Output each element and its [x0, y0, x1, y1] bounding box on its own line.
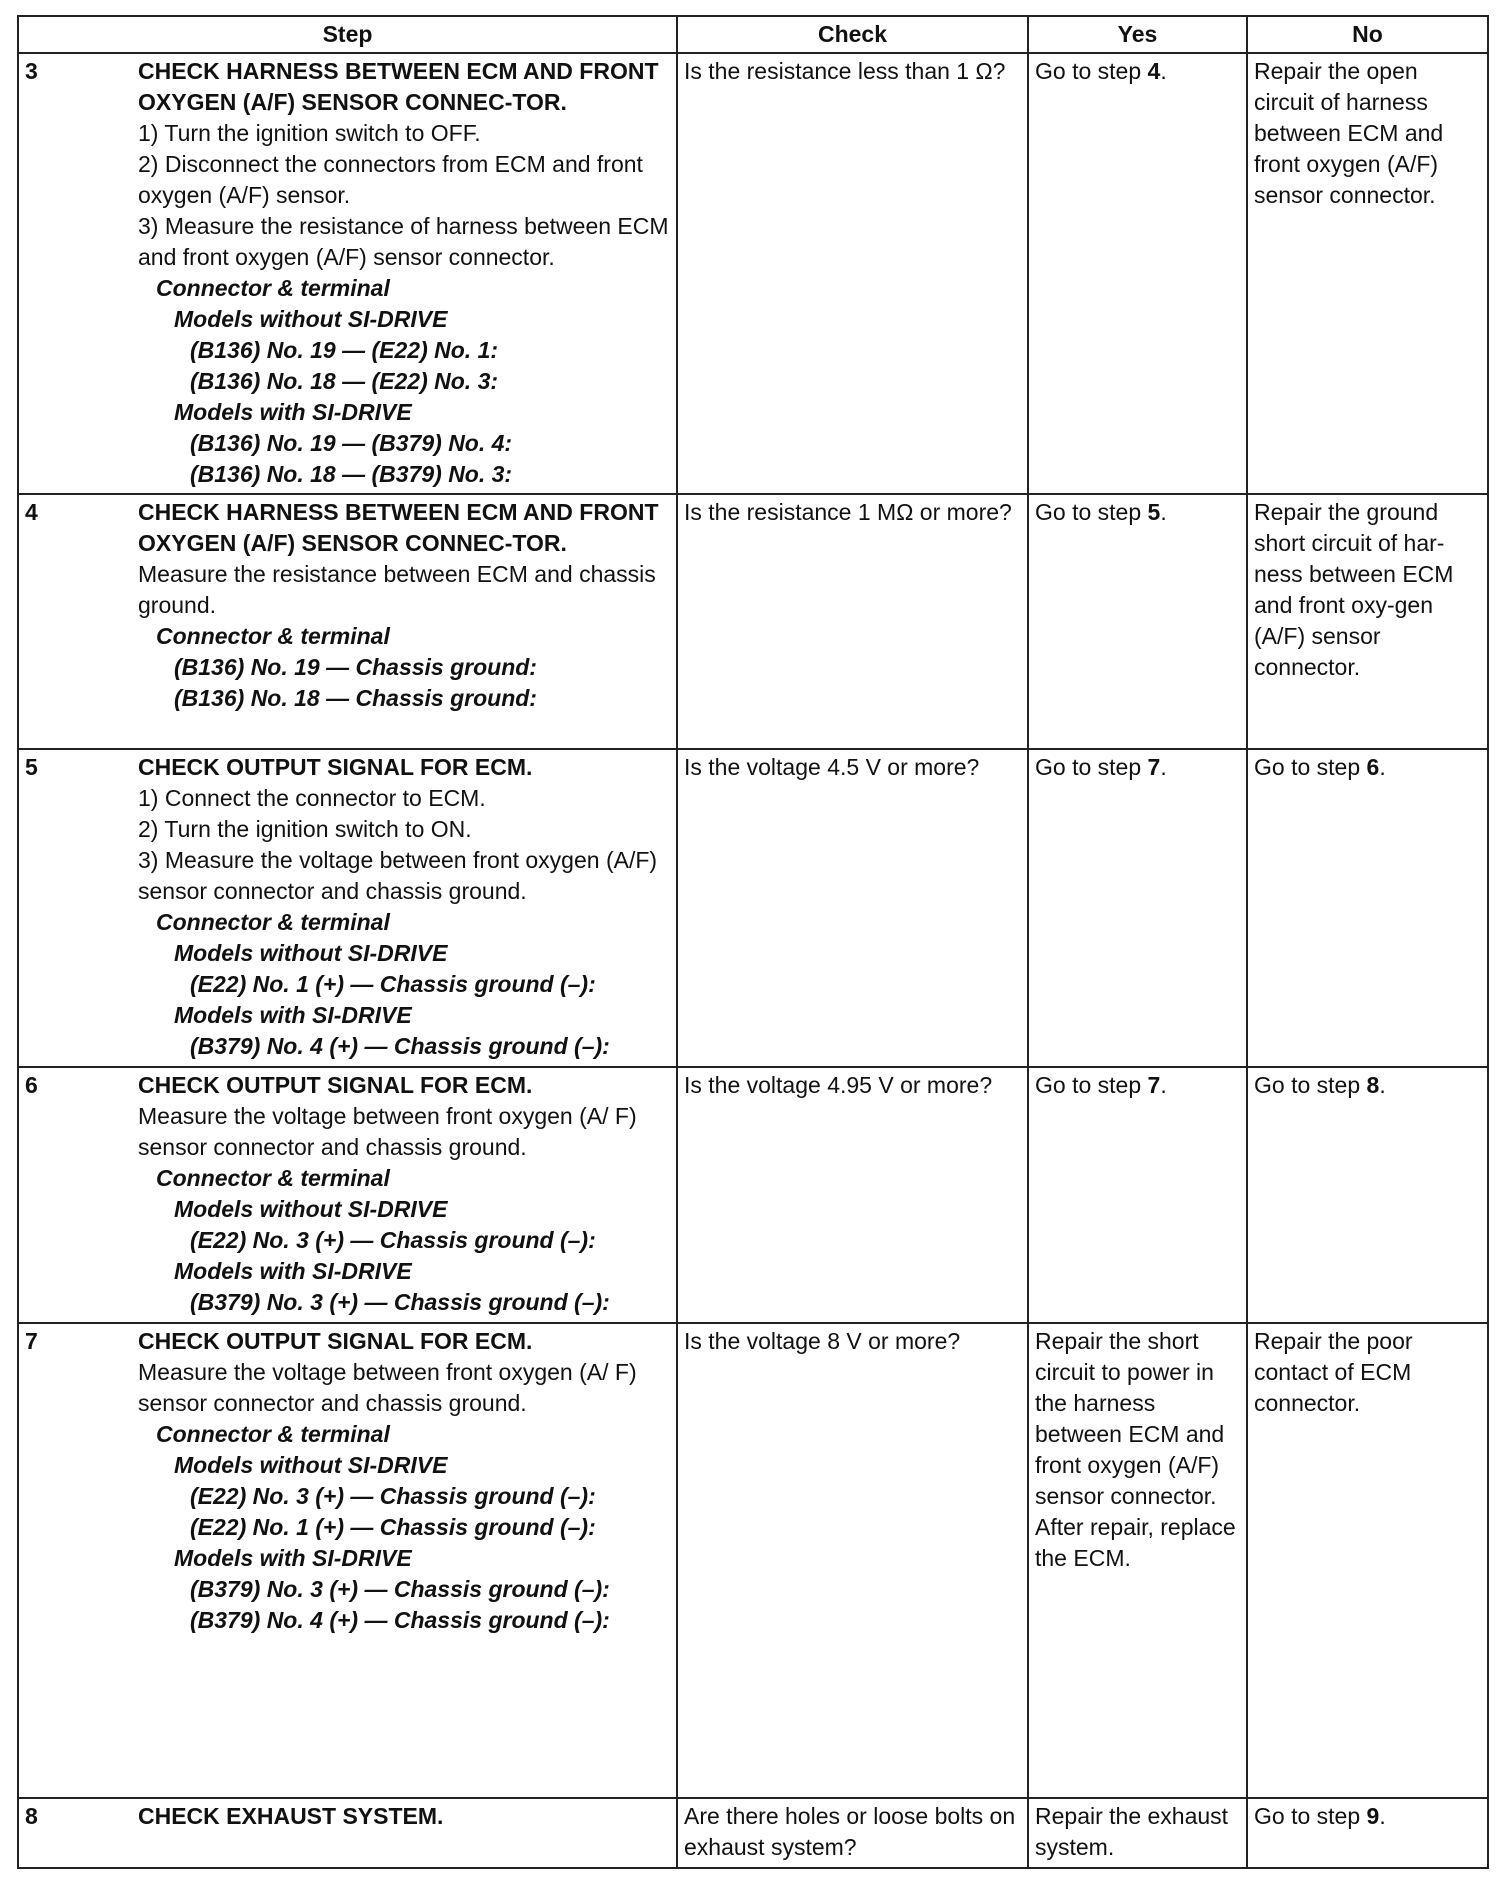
connector-terminal-label: Connector & terminal: [156, 1165, 390, 1191]
terminal-item: (B379) No. 3 (+) — Chassis ground (–):: [190, 1289, 610, 1315]
connector-terminal-label: Connector & terminal: [156, 275, 390, 301]
step-cell: [18, 494, 677, 749]
check-cell: Is the resistance less than 1 Ω?: [677, 53, 1028, 494]
check-cell: Is the voltage 8 V or more?: [677, 1323, 1028, 1798]
model-group-label: Models with SI-DRIVE: [174, 399, 412, 425]
step-cell: [18, 1323, 677, 1798]
instruction: 1) Connect the connector to ECM.: [138, 785, 486, 811]
yes-cell: [1028, 749, 1247, 1067]
instruction: Measure the resistance between ECM and chassis ground.: [138, 561, 656, 618]
no-cell: Repair the ground short circuit of har-ness between ECM and front oxy-gen (A/F) sensor connector.: [1247, 494, 1488, 749]
no-step-number: 9: [1366, 1803, 1380, 1829]
step-title: CHECK OUTPUT SIGNAL FOR ECM.: [138, 754, 533, 780]
yes-step-number: 4: [1147, 58, 1161, 84]
no-step-number: 8: [1366, 1072, 1380, 1098]
step-title: CHECK EXHAUST SYSTEM.: [138, 1803, 444, 1829]
model-group-label: Models without SI-DRIVE: [174, 1196, 448, 1222]
terminal-item: (E22) No. 1 (+) — Chassis ground (–):: [190, 1514, 596, 1540]
yes-step-number: 7: [1147, 1072, 1161, 1098]
header-no: No: [1247, 16, 1488, 53]
yes-cell: [1028, 494, 1247, 749]
step-cell: [18, 53, 677, 494]
check-cell: Is the resistance 1 MΩ or more?: [677, 494, 1028, 749]
terminal-item: (E22) No. 3 (+) — Chassis ground (–):: [190, 1227, 596, 1253]
step-number: 3: [25, 58, 38, 84]
header-step: Step: [18, 16, 677, 53]
yes-prefix: Go to step: [1035, 754, 1148, 780]
instruction: Measure the voltage between front oxygen (A/ F) sensor connector and chassis ground.: [138, 1103, 637, 1160]
terminal-item: (B379) No. 4 (+) — Chassis ground (–):: [190, 1033, 610, 1059]
yes-cell: Repair the short circuit to power in the harness between ECM and front oxygen (A/F) sensor connector. After repair, replace the ECM.: [1028, 1323, 1247, 1798]
step-number: 5: [25, 754, 38, 780]
no-cell: [1247, 1067, 1488, 1323]
step-cell: [18, 1067, 677, 1323]
connector-terminal-label: Connector & terminal: [156, 623, 390, 649]
yes-step-number: 7: [1147, 754, 1161, 780]
model-group-label: Models with SI-DRIVE: [174, 1545, 412, 1571]
terminal-item: (E22) No. 1 (+) — Chassis ground (–):: [190, 971, 596, 997]
yes-prefix: Go to step: [1035, 1072, 1148, 1098]
instruction: 1) Turn the ignition switch to OFF.: [138, 120, 481, 146]
no-cell: Repair the open circuit of harness between ECM and front oxygen (A/F) sensor connector.: [1247, 53, 1488, 494]
no-prefix: Go to step: [1254, 754, 1367, 780]
yes-prefix: Go to step: [1035, 58, 1148, 84]
no-suffix: .: [1379, 1072, 1386, 1098]
model-group-label: Models without SI-DRIVE: [174, 1452, 448, 1478]
instruction: 3) Measure the voltage between front oxygen (A/F) sensor connector and chassis ground.: [138, 847, 658, 904]
yes-cell: [1028, 53, 1247, 494]
header-check: Check: [677, 16, 1028, 53]
no-suffix: .: [1379, 754, 1386, 780]
terminal-item: (B379) No. 4 (+) — Chassis ground (–):: [190, 1607, 610, 1633]
connector-terminal-label: Connector & terminal: [156, 1421, 390, 1447]
model-group-label: Models with SI-DRIVE: [174, 1258, 412, 1284]
terminal-item: (B136) No. 19 — Chassis ground:: [174, 654, 537, 680]
step-number: 7: [25, 1328, 38, 1354]
yes-suffix: .: [1160, 754, 1167, 780]
terminal-item: (B136) No. 18 — Chassis ground:: [174, 685, 537, 711]
step-title: CHECK OUTPUT SIGNAL FOR ECM.: [138, 1072, 533, 1098]
instruction: Measure the voltage between front oxygen (A/ F) sensor connector and chassis ground.: [138, 1359, 637, 1416]
step-title: CHECK OUTPUT SIGNAL FOR ECM.: [138, 1328, 533, 1354]
table-row: [18, 1323, 1488, 1798]
step-number: 4: [25, 499, 38, 525]
instruction: 2) Turn the ignition switch to ON.: [138, 816, 472, 842]
header-yes: Yes: [1028, 16, 1247, 53]
check-cell: Is the voltage 4.5 V or more?: [677, 749, 1028, 1067]
terminal-item: (B136) No. 19 — (E22) No. 1:: [190, 337, 499, 363]
no-prefix: Go to step: [1254, 1072, 1367, 1098]
step-number: 8: [25, 1803, 38, 1829]
model-group-label: Models with SI-DRIVE: [174, 1002, 412, 1028]
table-row: [18, 1798, 1488, 1868]
yes-suffix: .: [1160, 1072, 1167, 1098]
step-cell: [18, 749, 677, 1067]
no-prefix: Go to step: [1254, 1803, 1367, 1829]
yes-suffix: .: [1160, 58, 1167, 84]
header-row: [18, 16, 1488, 53]
table-row: [18, 494, 1488, 749]
step-cell: [18, 1798, 677, 1868]
terminal-item: (B379) No. 3 (+) — Chassis ground (–):: [190, 1576, 610, 1602]
table-row: [18, 749, 1488, 1067]
yes-cell: Repair the exhaust system.: [1028, 1798, 1247, 1868]
step-title: CHECK HARNESS BETWEEN ECM AND FRONT OXYGEN (A/F) SENSOR CONNEC-TOR.: [138, 499, 659, 556]
no-cell: [1247, 749, 1488, 1067]
step-title: CHECK HARNESS BETWEEN ECM AND FRONT OXYGEN (A/F) SENSOR CONNEC-TOR.: [138, 58, 659, 115]
yes-step-number: 5: [1147, 499, 1161, 525]
model-group-label: Models without SI-DRIVE: [174, 306, 448, 332]
no-cell: Repair the poor contact of ECM connector.: [1247, 1323, 1488, 1798]
diagnostic-table: [17, 15, 1489, 1869]
no-step-number: 6: [1366, 754, 1380, 780]
terminal-item: (B136) No. 19 — (B379) No. 4:: [190, 430, 513, 456]
yes-prefix: Go to step: [1035, 499, 1148, 525]
model-group-label: Models without SI-DRIVE: [174, 940, 448, 966]
check-cell: Is the voltage 4.95 V or more?: [677, 1067, 1028, 1323]
check-cell: Are there holes or loose bolts on exhaust system?: [677, 1798, 1028, 1868]
connector-terminal-label: Connector & terminal: [156, 909, 390, 935]
instruction: 3) Measure the resistance of harness between ECM and front oxygen (A/F) sensor connector.: [138, 213, 669, 270]
terminal-item: (B136) No. 18 — (E22) No. 3:: [190, 368, 499, 394]
terminal-item: (E22) No. 3 (+) — Chassis ground (–):: [190, 1483, 596, 1509]
no-cell: [1247, 1798, 1488, 1868]
no-suffix: .: [1379, 1803, 1386, 1829]
terminal-item: (B136) No. 18 — (B379) No. 3:: [190, 461, 513, 487]
step-number: 6: [25, 1072, 38, 1098]
instruction: 2) Disconnect the connectors from ECM and front oxygen (A/F) sensor.: [138, 151, 643, 208]
yes-cell: [1028, 1067, 1247, 1323]
table-row: [18, 1067, 1488, 1323]
table-row: [18, 53, 1488, 494]
yes-suffix: .: [1160, 499, 1167, 525]
